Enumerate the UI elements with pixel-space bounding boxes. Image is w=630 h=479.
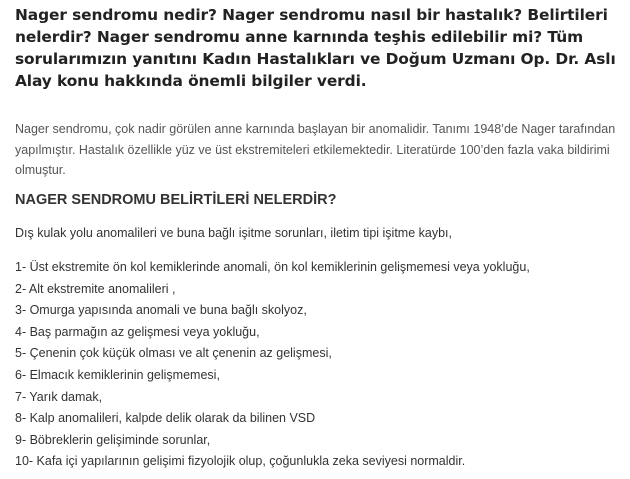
list-item: 3- Omurga yapısında anomali ve buna bağlı skolyoz, xyxy=(15,303,307,318)
article-intro: Nager sendromu, çok nadir görülen anne karnında başlayan bir anomalidir. Tanımı 1948’de Nager tarafından yapılmıştır. Hastalık özellikle yüz ve üst ekstremiteleri etkilemektedir. Literatürde 100’den fazla vaka bildirimi olmuştur. xyxy=(15,122,616,177)
section-heading: NAGER SENDROMU BELİRTİLERİ NELERDİR? xyxy=(15,192,337,208)
list-item: 2- Alt ekstremite anomalileri , xyxy=(15,281,176,296)
article-headline: Nager sendromu nedir? Nager sendromu nasıl bir hastalık? Belirtileri nelerdir? Nager sendromu anne karnında teşhis edilebilir mi? Tüm sorularımızın yanıtını Kadın Hastalıkları ve Doğum Uzmanı Op. Dr. Aslı Alay konu hakkında önemli bilgiler verdi. xyxy=(15,6,616,90)
list-item: 1- Üst ekstremite ön kol kemiklerinde anomali, ön kol kemiklerinin gelişmemesi veya yokluğu, xyxy=(15,260,530,274)
list-item: 6- Elmacık kemiklerinin gelişmemesi, xyxy=(15,367,220,382)
list-item: 5- Çenenin çok küçük olması ve alt çenenin az gelişmesi, xyxy=(15,346,332,361)
symptoms-intro: Dış kulak yolu anomalileri ve buna bağlı işitme sorunları, iletim tipi işitme kaybı, xyxy=(15,226,452,240)
list-item: 7- Yarık damak, xyxy=(15,389,103,404)
list-item: 10- Kafa içi yapılarının gelişimi fizyolojik olup, çoğunlukla zeka seviyesi normaldir. xyxy=(15,454,466,469)
list-item: 4- Baş parmağın az gelişmesi veya yokluğu, xyxy=(15,324,260,339)
list-item: 8- Kalp anomalileri, kalpde delik olarak da bilinen VSD xyxy=(15,411,316,426)
list-item: 9- Böbreklerin gelişiminde sorunlar, xyxy=(15,432,211,447)
symptoms-list xyxy=(15,257,530,473)
